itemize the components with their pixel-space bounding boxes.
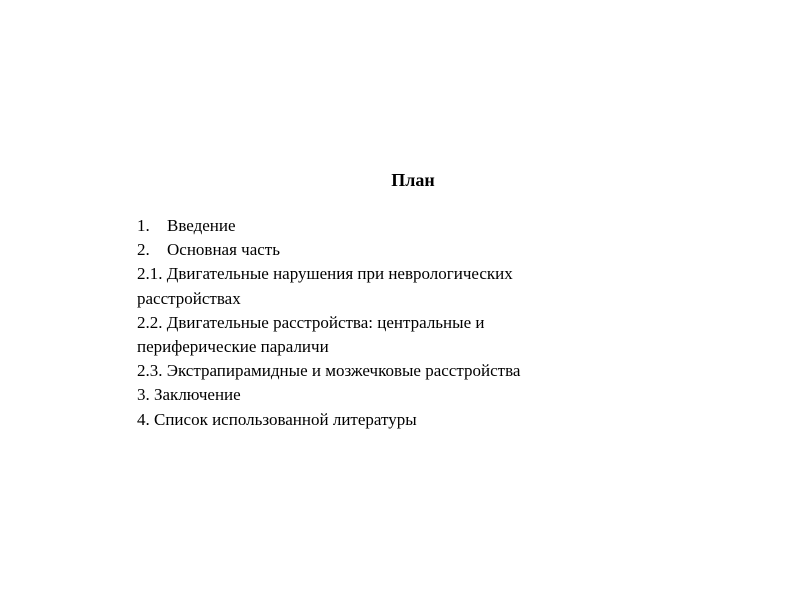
page-title: План: [391, 170, 435, 190]
list-item-number: 2.: [137, 240, 150, 260]
list-item-text: 4. Список использованной литературы: [137, 409, 417, 429]
list-item-text: расстройствах: [137, 288, 241, 308]
list-item-label: Введение: [167, 216, 236, 235]
list-item: [137, 214, 607, 238]
list-item: [137, 238, 607, 262]
list-item-text: 3. Заключение: [137, 385, 241, 405]
list-item-label: Основная часть: [167, 240, 280, 260]
list-item-number: 1.: [137, 216, 150, 235]
list-item-text: 2.1. Двигательные нарушения при неврологических: [137, 264, 513, 284]
outline-list: [137, 214, 607, 432]
list-item-text: 2.2. Двигательные расстройства: центральные и: [137, 312, 485, 332]
list-item-text: 2.3. Экстрапирамидные и мозжечковые расстройства: [137, 361, 521, 381]
list-item-text: периферические параличи: [137, 337, 329, 357]
